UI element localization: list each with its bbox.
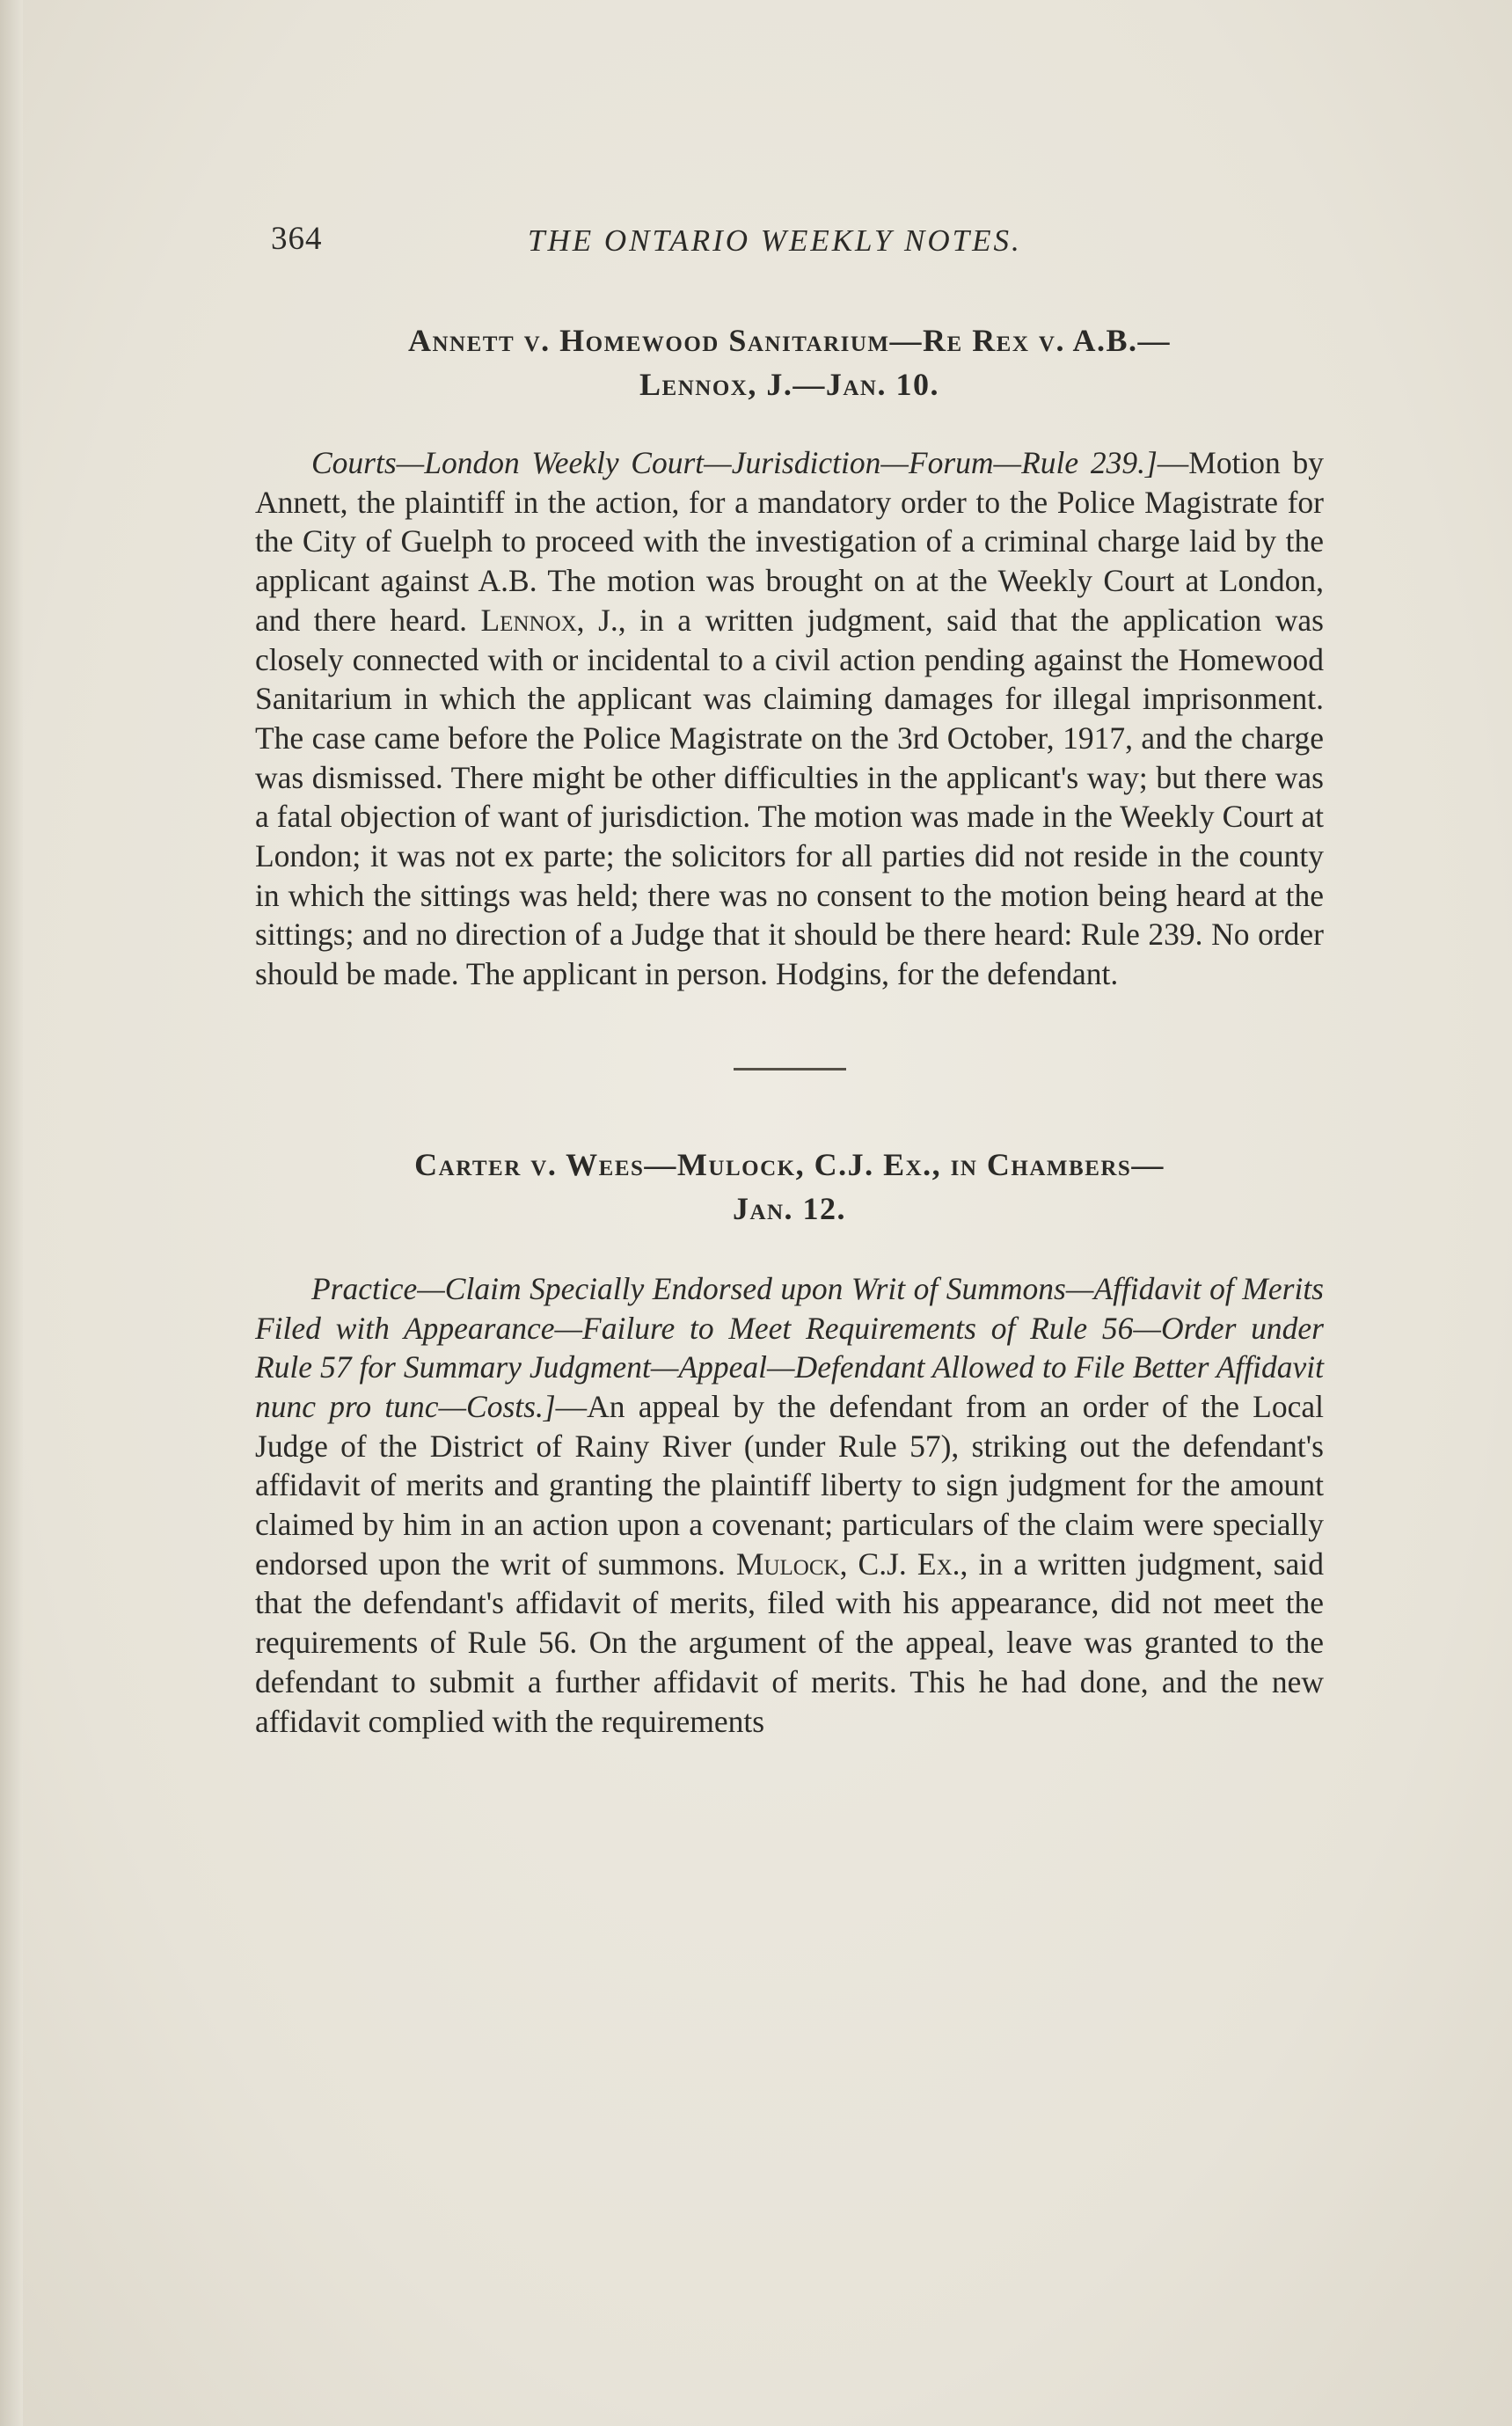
running-title: THE ONTARIO WEEKLY NOTES.: [528, 223, 1022, 258]
section-divider: [734, 1068, 846, 1071]
report-text: —Motion by Annett, the plaintiff in the action, for a mandatory order to the Police Magistrate for the City of Guelph to proceed with the investigation of a criminal charge laid by the applicant against A.B. The motion was brought on at the Weekly Court at London, and there heard.: [255, 445, 1324, 638]
case-report-carter: [255, 1269, 1324, 1741]
running-head: [255, 211, 1324, 273]
case-report-annett: [255, 443, 1324, 994]
report-text: , in a written judgment, said that the defendant's affidavit of merits, filed with his appearance, did not meet the requirements of Rule 56. On the argument of the appeal, leave was granted to the defendant to submit a further affidavit of merits. This he had done, and the new affidavit complied with the requirements: [255, 1545, 1324, 1739]
judge-name: Mulock, C.J. Ex.: [735, 1545, 961, 1582]
case-heading-line: Carter v. Wees—Mulock, C.J. Ex., in Chambers—: [414, 1146, 1165, 1182]
judge-name: Lennox, J.: [480, 602, 618, 638]
case-heading-line: Annett v. Homewood Sanitarium—Re Rex v. A.B.—: [408, 323, 1171, 358]
report-text: , in a written judgment, said that the application was closely connected with or incidental to a civil action pending against the Homewood Sanitarium in which the applicant was claiming damages for illegal imprisonment. The case came before the Police Magistrate on the 3rd October, 1917, and the charge was dismissed. There might be other difficulties in the applicant's way; but there was a fatal objection of want of jurisdiction. The motion was made in the Weekly Court at London; it was not ex parte; the solicitors for all parties did not reside in the county in which the sittings was held; there was no consent to the motion being heard at the sittings; and no direction of a Judge that it should be there heard: Rule 239. No order should be made. The applicant in person. Hodgins, for the defendant.: [255, 602, 1324, 992]
text-column: [255, 211, 1324, 1741]
case-heading-carter: [255, 1143, 1324, 1231]
catchwords: Courts—London Weekly Court—Jurisdiction—Forum—Rule 239.]: [311, 445, 1158, 480]
case-heading-line: Lennox, J.—Jan. 10.: [639, 367, 939, 402]
case-heading-annett: [255, 318, 1324, 406]
report-text: —An appeal by the defendant from an order of the Local Judge of the District of Rainy River (under Rule 57), striking out the defendant's affidavit of merits and granting the plaintiff liberty to sign judgment for the amount claimed by him in an action upon a covenant; particulars of the claim were specially endorsed upon the writ of summons.: [255, 1388, 1324, 1582]
catchwords: Practice—Claim Specially Endorsed upon Writ of Summons—Affidavit of Merits Filed with Appearance—Failure to Meet Requirements of Rule 56—Order under Rule 57 for Summary Judgment—Appeal—Defendant Allowed to File Better Affidavit nunc pro tunc—Costs.]: [255, 1270, 1324, 1424]
page-number: 364: [271, 221, 323, 257]
binding-shadow: [0, 0, 23, 2426]
case-heading-line: Jan. 12.: [732, 1190, 847, 1226]
